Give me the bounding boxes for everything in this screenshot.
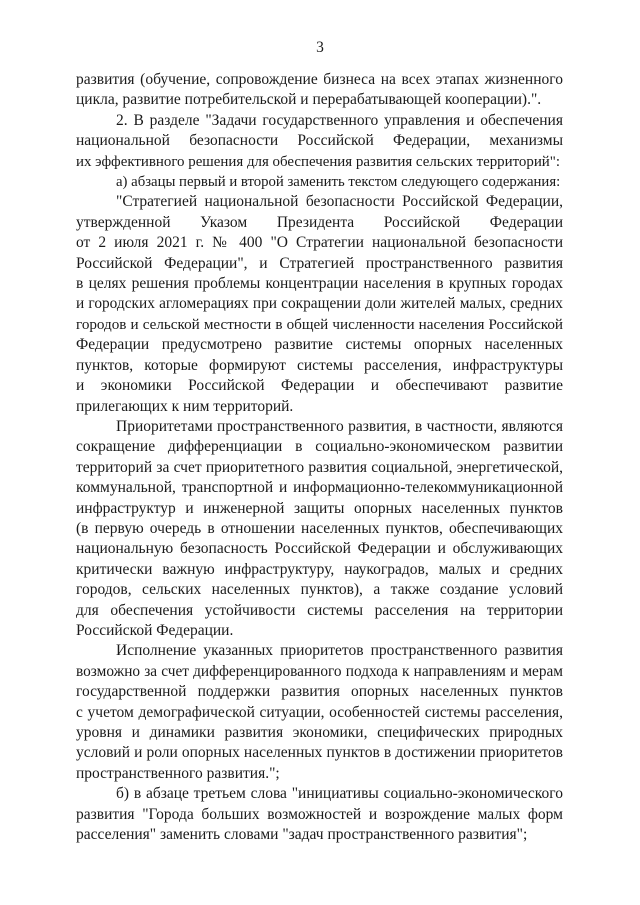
text-line: Приоритетами пространственного развития, в частности, являются xyxy=(116,417,563,435)
text-line: национальную безопасность Российской Федерации и обслуживающих xyxy=(76,540,563,558)
text-line: и экономики Российской Федерации и обеспечивают развитие xyxy=(76,377,563,395)
text-line: инфраструктур и инженерной защиты опорных населенных пунктов xyxy=(76,499,563,517)
text-line: их эффективного решения для обеспечения развития сельских территорий": xyxy=(76,153,560,170)
text-line: 2. В разделе "Задачи государственного управления и обеспечения xyxy=(116,111,563,129)
text-line: государственной поддержки развития опорных населенных пунктов xyxy=(76,683,563,701)
text-line: коммунальной, транспортной и информационно-телекоммуникационной xyxy=(76,479,563,497)
text-line: пространственного развития."; xyxy=(76,764,280,782)
page-number: 3 xyxy=(316,39,324,56)
text-line: сокращение дифференциации в социально-экономическом развитии xyxy=(76,438,563,456)
text-line: в целях решения проблемы концентрации населения в крупных городах xyxy=(76,275,563,293)
text-line: городов, сельских населенных пунктов), а также создание условий xyxy=(76,581,563,599)
text-line: утвержденной Указом Президента Российской Федерации xyxy=(76,213,563,231)
text-line: от 2 июля 2021 г. № 400 "О Стратегии национальной безопасности xyxy=(76,234,563,252)
text-line: (в первую очередь в отношении населенных пунктов, обеспечивающих xyxy=(76,519,563,537)
text-line: для обеспечения устойчивости системы расселения на территории xyxy=(76,601,563,619)
text-line: и городских агломерациях при сокращении доли жителей малых, средних xyxy=(76,295,563,313)
text-line: прилегающих к ним территорий. xyxy=(76,397,294,415)
text-line: цикла, развитие потребительской и перерабатывающей кооперации).". xyxy=(76,91,542,109)
text-line: развития (обучение, сопровождение бизнеса на всех этапах жизненного xyxy=(76,71,563,88)
text-line: Российской Федерации", и Стратегией пространственного развития xyxy=(76,254,563,272)
text-line: развития "Города больших возможностей и возрождение малых форм xyxy=(76,805,563,823)
text-line: Исполнение указанных приоритетов пространственного развития xyxy=(116,642,563,660)
text-line: "Стратегией национальной безопасности Российской Федерации, xyxy=(116,193,563,211)
text-line: городов и сельской местности в общей численности населения Российской xyxy=(76,316,563,333)
text-line: с учетом демографической ситуации, особенностей системы расселения, xyxy=(76,703,563,721)
text-line: Российской Федерации. xyxy=(76,621,234,639)
text-line: расселения" заменить словами "задач пространственного развития"; xyxy=(76,826,528,844)
text-line: б) в абзаце третьем слова "инициативы социально-экономического xyxy=(116,785,563,803)
text-line: Федерации предусмотрено развитие системы опорных населенных xyxy=(76,336,563,354)
text-line: критически важную инфраструктуру, наукоградов, малых и средних xyxy=(76,560,563,578)
text-line: национальной безопасности Российской Федерации, механизмы xyxy=(76,132,563,150)
text-line: условий и роли опорных населенных пунктов в достижении приоритетов xyxy=(76,744,563,762)
document-body xyxy=(76,70,563,845)
text-line: уровня и динамики развития экономики, специфических природных xyxy=(76,724,563,741)
text-line: возможно за счет дифференцированного подхода к направлениям и мерам xyxy=(76,662,563,680)
text-line: а) абзацы первый и второй заменить текстом следующего содержания: xyxy=(116,174,561,191)
text-line: территорий за счет приоритетного развития социальной, энергетической, xyxy=(76,458,563,476)
text-line: пунктов, которые формируют системы расселения, инфраструктуры xyxy=(76,356,563,374)
